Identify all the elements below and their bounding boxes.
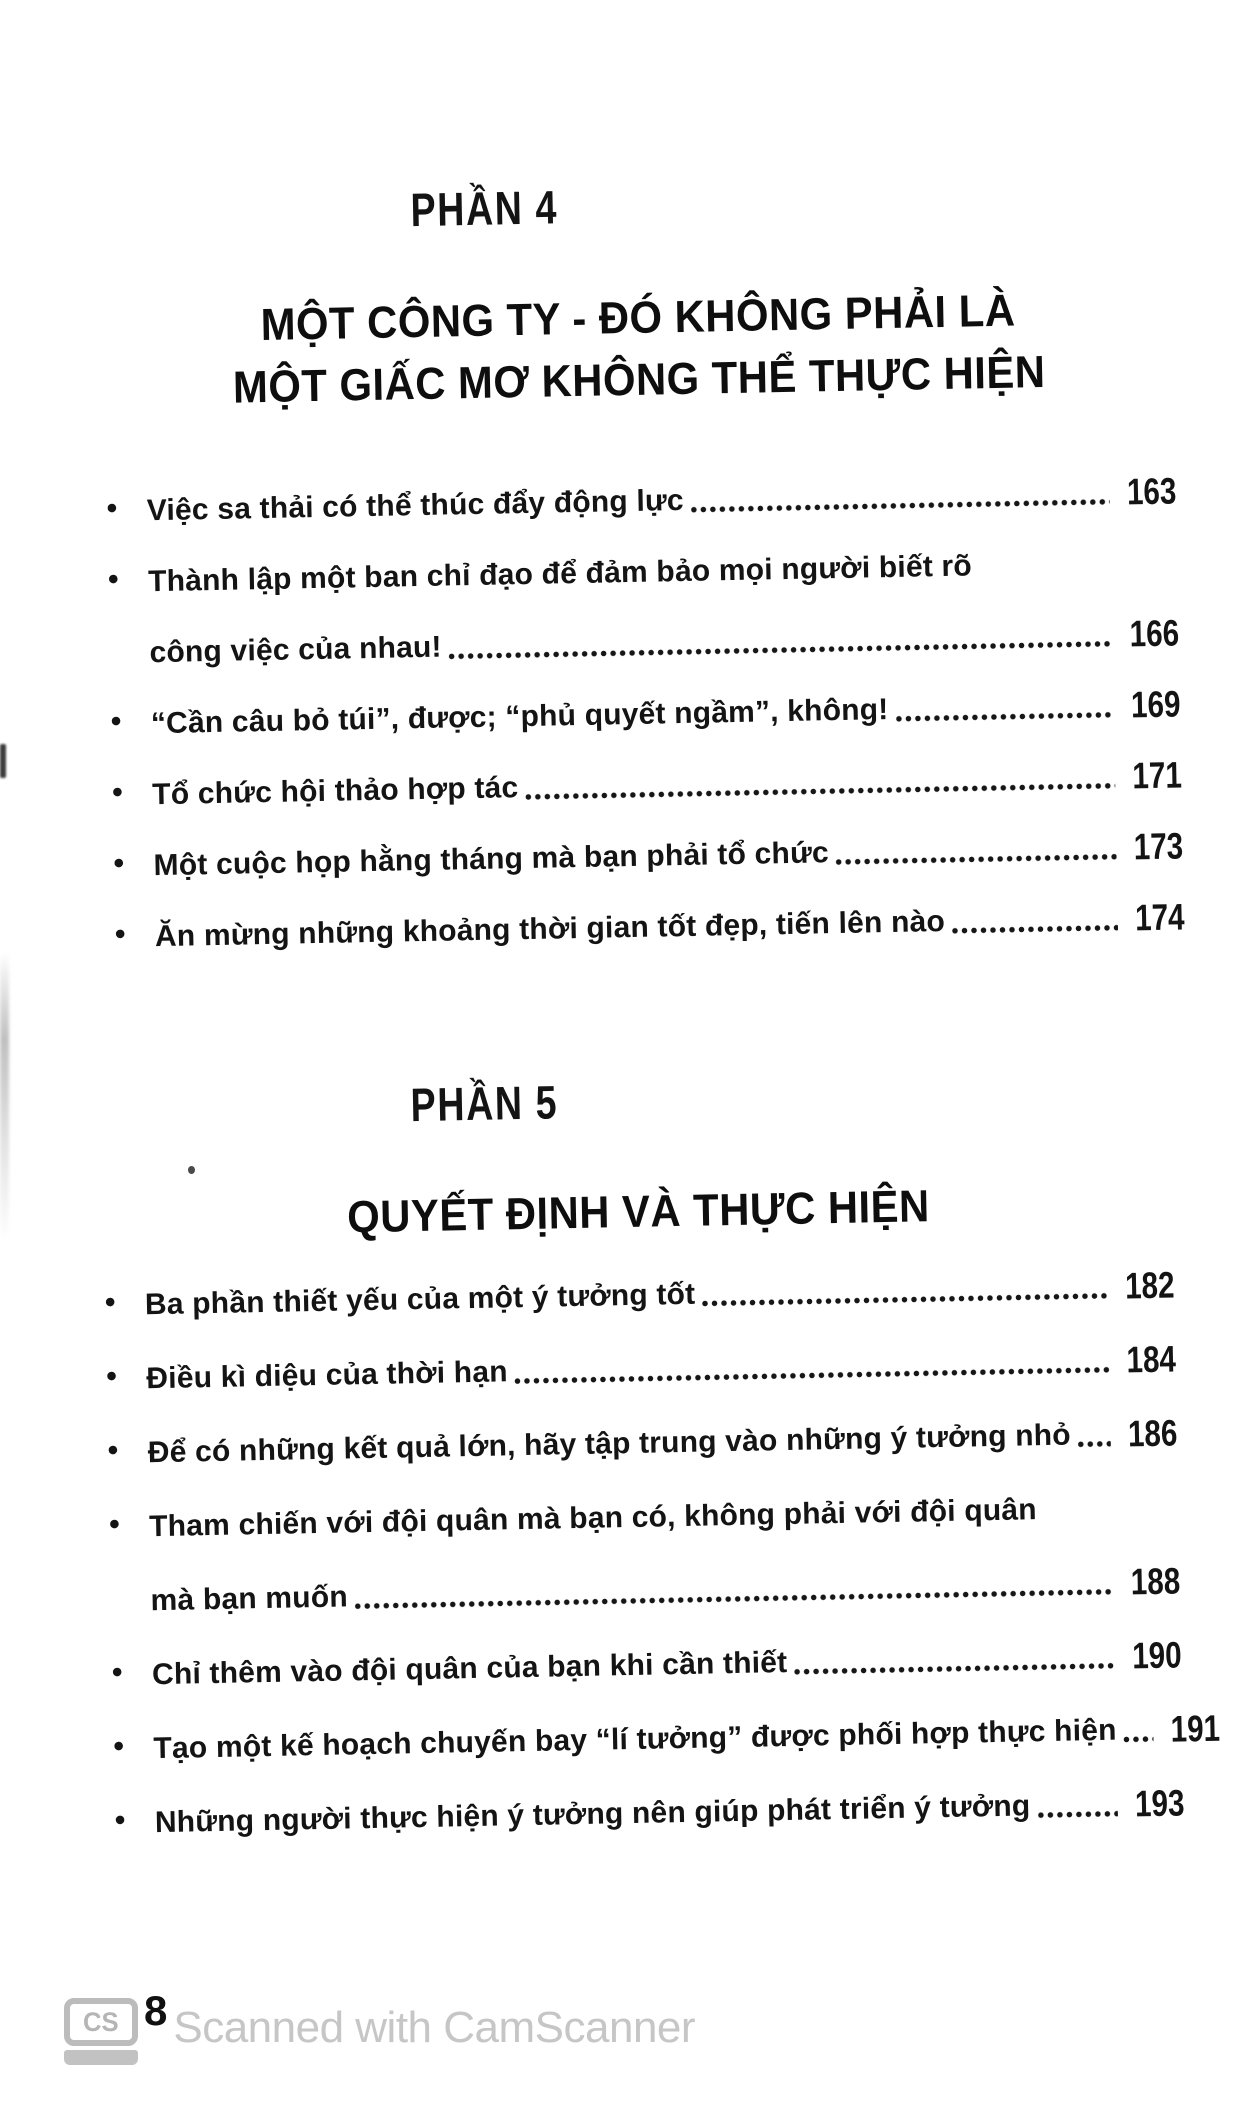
toc-entry-page-number: 182 — [1124, 1264, 1176, 1307]
dotted-leader — [896, 712, 1115, 722]
part-label — [0, 1067, 1020, 1140]
footer — [64, 1987, 696, 2065]
bullet-icon: • — [106, 491, 118, 526]
toc-entry-page-number: 186 — [1127, 1412, 1178, 1455]
dotted-leader — [702, 1293, 1108, 1307]
camscanner-logo-base — [64, 2050, 138, 2065]
toc-entry-title: Để có những kết quả lớn, hãy tập trung vào những ý tưởng nhỏ — [147, 1418, 1072, 1470]
bullet-icon: • — [107, 562, 119, 596]
toc-entry-title: Tham chiến với đội quân mà bạn có, không phải với đội quân — [148, 1493, 1038, 1544]
part-label — [0, 172, 1019, 245]
toc-list — [106, 440, 1185, 957]
bullet-icon: • — [107, 1433, 119, 1467]
toc-section-part-5 — [101, 1065, 1221, 1844]
toc-entry-title: Tạo một kế hoạch chuyến bay “lí tưởng” được phối hợp thực hiện — [153, 1713, 1117, 1766]
scan-artifact — [188, 1166, 195, 1174]
scan-artifact — [0, 952, 9, 1242]
toc-entry-title: Những người thực hiện ý tưởng nên giúp phát triển ý tưởng — [154, 1789, 1031, 1840]
book-page-number: 8 — [144, 1987, 168, 2034]
toc-entry-title: Thành lập một ban chỉ đạo để đảm bảo mọi người biết rõ — [147, 549, 973, 599]
camscanner-logo-box — [64, 1998, 138, 2046]
bullet-icon: • — [104, 1285, 116, 1320]
dotted-leader — [691, 499, 1110, 513]
toc-entry-page-number: 184 — [1126, 1338, 1177, 1381]
toc-entry — [108, 1453, 1181, 1622]
toc-entry-title: Điều kì diệu của thời hạn — [146, 1355, 509, 1396]
bullet-icon: • — [110, 704, 122, 738]
toc-entry-page-number: 174 — [1135, 896, 1186, 939]
bullet-icon: • — [105, 1359, 118, 1394]
toc-entry-title-continued: mà bạn muốn — [150, 1580, 349, 1618]
part-title-text: MỘT GIẤC MƠ KHÔNG THỂ THỰC HIỆN — [232, 345, 1047, 413]
part-title-text: QUYẾT ĐỊNH VÀ THỰC HIỆN — [346, 1180, 930, 1243]
toc-entry-title: Chỉ thêm vào đội quân của bạn khi cần thiết — [151, 1645, 788, 1692]
toc-entry-page-number: 190 — [1132, 1634, 1183, 1677]
toc-entry-page-number: 173 — [1133, 825, 1184, 868]
toc-entry-title: Ba phần thiết yếu của một ý tưởng tốt — [144, 1277, 696, 1322]
camscanner-logo-icon — [64, 1998, 138, 2065]
dotted-leader — [836, 854, 1117, 865]
toc-entry-title: Tổ chức hội thảo hợp tác — [151, 771, 519, 812]
bullet-icon: • — [113, 846, 125, 880]
bullet-icon: • — [111, 1655, 123, 1689]
toc-entry — [107, 511, 1180, 674]
bullet-icon: • — [113, 1729, 125, 1763]
toc-entry-title: Việc sa thải có thể thúc đẩy động lực — [146, 483, 685, 528]
toc-entry-page-number: 166 — [1129, 612, 1180, 655]
toc-entry-page-number: 163 — [1126, 470, 1177, 513]
bullet-icon: • — [114, 1803, 126, 1837]
toc-entry-title: Ăn mừng những khoảng thời gian tốt đẹp, tiến lên nào — [154, 904, 946, 954]
part-title-text: MỘT CÔNG TY - ĐÓ KHÔNG PHẢI LÀ — [260, 284, 1017, 351]
toc-entry-page-number: 169 — [1130, 683, 1182, 726]
toc-entry-page-number: 188 — [1130, 1560, 1181, 1603]
part-label-text: PHẦN 5 — [409, 1075, 559, 1132]
bullet-icon: • — [111, 775, 124, 809]
dotted-leader — [1078, 1441, 1111, 1448]
toc-entry-title: “Cần câu bỏ túi”, được; “phủ quyết ngầm”, không! — [150, 693, 889, 741]
camscanner-watermark: Scanned with CamScanner — [173, 2003, 696, 2052]
toc-section-part-4 — [101, 170, 1186, 958]
toc-entry-title: Một cuộc họp hằng tháng mà bạn phải tổ chức — [153, 836, 830, 883]
toc-entry-page-number: 193 — [1134, 1782, 1186, 1825]
camscanner-logo-text: CS — [83, 2006, 119, 2037]
toc-entry-page-number: 191 — [1170, 1707, 1221, 1750]
toc-entry-title-continued: công việc của nhau! — [149, 630, 442, 670]
dotted-leader — [952, 925, 1118, 934]
part-label-text: PHẦN 4 — [409, 180, 559, 237]
dotted-leader — [794, 1663, 1115, 1675]
dotted-leader — [1037, 1811, 1118, 1819]
bullet-icon: • — [108, 1507, 120, 1541]
dotted-leader — [1124, 1736, 1154, 1743]
scan-artifact — [0, 744, 6, 778]
toc-entry-page-number: 171 — [1132, 754, 1183, 797]
toc-list — [104, 1231, 1221, 1843]
part-title — [103, 277, 1175, 422]
bullet-icon: • — [114, 917, 126, 951]
